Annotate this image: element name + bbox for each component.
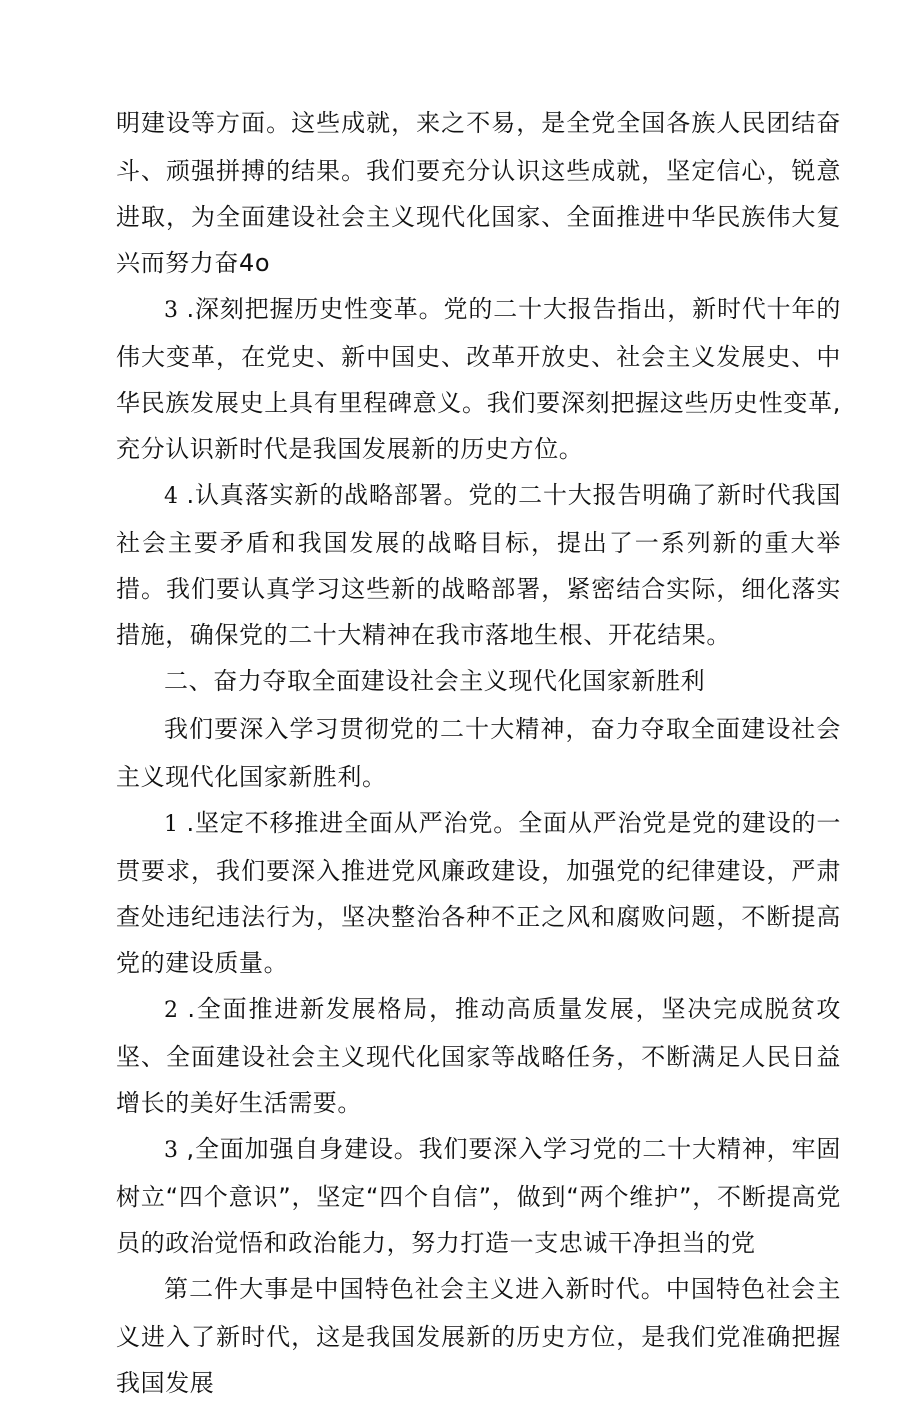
paragraph-self-building <box>116 1126 841 1266</box>
paragraph-text: 二、奋力夺取全面建设社会主义现代化国家新胜利 <box>164 667 706 695</box>
paragraph-number: 3 <box>164 298 187 323</box>
section-heading <box>116 658 841 706</box>
paragraph-strategic-deployment <box>116 472 841 658</box>
paragraph-number: 4 <box>164 484 187 509</box>
paragraph-text: .坚定不移推进全面从严治党。全面从严治党是党的建设的一贯要求，我们要深入推进党风廉政建设，加强党的纪律建设，严肃查处违纪违法行为，坚决整治各种不正之风和腐败问题，不断提高党的建设质量。 <box>116 809 841 977</box>
paragraph-achievements <box>116 100 841 286</box>
paragraph-number: 2 <box>164 998 188 1023</box>
paragraph-text: 我们要深入学习贯彻党的二十大精神，奋力夺取全面建设社会主义现代化国家新胜利。 <box>116 715 841 791</box>
paragraph-text: .深刻把握历史性变革。党的二十大报告指出，新时代十年的伟大变革，在党史、新中国史、改革开放史、社会主义发展史、中华民族发展史上具有里程碑意义。我们要深刻把握这些历史性变革,充分认识新时代是我国发展新的历史方位。 <box>116 295 841 463</box>
document-body <box>116 100 841 1406</box>
paragraph-number: 1 <box>164 812 187 837</box>
paragraph-intro <box>116 706 841 800</box>
paragraph-development-pattern <box>116 986 841 1126</box>
paragraph-new-era <box>116 1266 841 1406</box>
paragraph-party-discipline <box>116 800 841 986</box>
paragraph-text: 明建设等方面。这些成就，来之不易，是全党全国各族人民团结奋斗、顽强拼搏的结果。我们要充分认识这些成就，坚定信心，锐意进取，为全面建设社会主义现代化国家、全面推进中华民族伟大复兴而努力奋4o <box>116 109 841 277</box>
paragraph-historic-change <box>116 286 841 472</box>
paragraph-text: 第二件大事是中国特色社会主义进入新时代。中国特色社会主义进入了新时代，这是我国发展新的历史方位，是我们党准确把握我国发展 <box>116 1275 841 1397</box>
paragraph-number: 3 <box>164 1138 187 1163</box>
paragraph-text: .全面推进新发展格局，推动高质量发展，坚决完成脱贫攻坚、全面建设社会主义现代化国家等战略任务，不断满足人民日益增长的美好生活需要。 <box>116 995 841 1117</box>
paragraph-text: .认真落实新的战略部署。党的二十大报告明确了新时代我国社会主要矛盾和我国发展的战略目标，提出了一系列新的重大举措。我们要认真学习这些新的战略部署，紧密结合实际，细化落实措施，确保党的二十大精神在我市落地生根、开花结果。 <box>116 481 841 649</box>
paragraph-text: ,全面加强自身建设。我们要深入学习党的二十大精神，牢固树立“四个意识”，坚定“四个自信”，做到“两个维护”，不断提高党员的政治觉悟和政治能力，努力打造一支忠诚干净担当的党 <box>116 1135 841 1257</box>
